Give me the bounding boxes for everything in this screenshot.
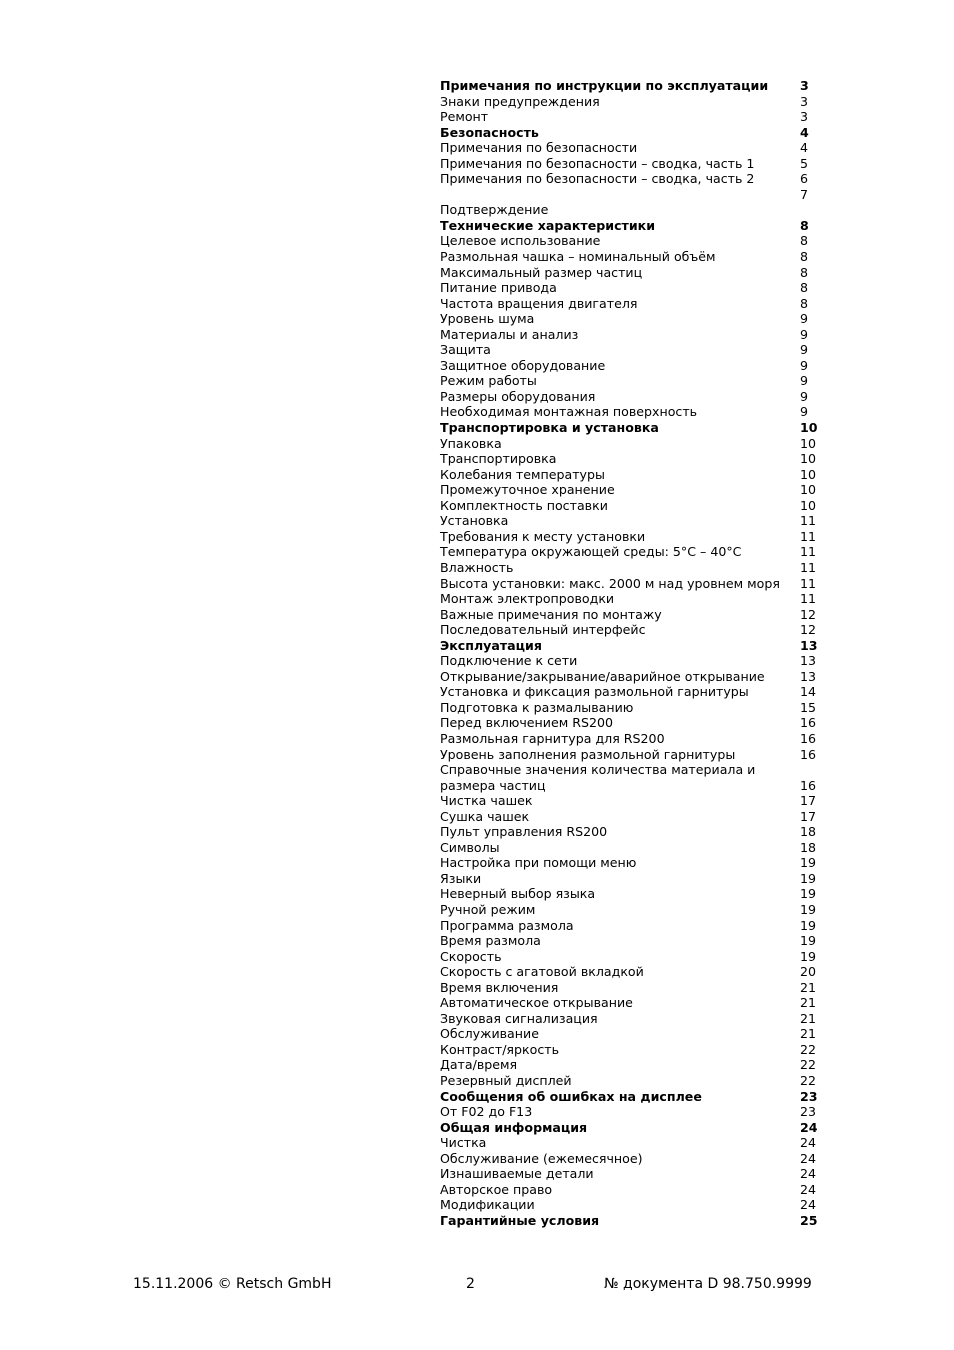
toc-entry-title: Уровень шума: [440, 311, 535, 327]
toc-entry: [440, 296, 820, 312]
toc-entry: [440, 404, 820, 420]
toc-entry-title: Защита: [440, 342, 491, 358]
toc-entry-title: Чистка чашек: [440, 793, 533, 809]
toc-entry-title: Высота установки: макс. 2000 м над уровнем моря: [440, 575, 780, 591]
toc-entry-title: Технические характеристики: [440, 217, 656, 233]
toc-entry: [440, 684, 820, 700]
toc-entry: [440, 669, 820, 685]
toc-entry-page: 10: [800, 466, 817, 482]
toc-entry: [440, 871, 820, 887]
toc-entry: [440, 451, 820, 467]
toc-entry-page: 9: [800, 357, 809, 373]
toc-entry-title: Примечания по безопасности: [440, 140, 638, 156]
toc-entry-title: Резервный дисплей: [440, 1073, 572, 1088]
toc-entry-page: 7: [800, 186, 809, 202]
toc-entry-page: 13: [800, 668, 817, 684]
toc-entry-title: Сушка чашек: [440, 808, 530, 824]
toc-entry-title: Знаки предупреждения: [440, 93, 600, 109]
toc-entry-title: Уровень заполнения размольной гарнитуры: [440, 746, 736, 762]
toc-entry-page: 19: [800, 855, 817, 871]
toc-entry-page: 19: [800, 917, 817, 933]
toc-entry-title: Максимальный размер частиц: [440, 264, 643, 280]
toc-entry-page: 11: [800, 575, 817, 591]
toc-entry-title: Защитное оборудование: [440, 357, 606, 373]
toc-entry-title: Необходимая монтажная поверхность: [440, 404, 698, 420]
toc-entry-title: Размольная чашка – номинальный объём: [440, 249, 716, 265]
toc-entry: [440, 700, 820, 716]
toc-entry: [440, 1135, 820, 1151]
toc-entry-title: Общая информация: [440, 1119, 588, 1135]
toc-entry: [440, 311, 820, 327]
toc-entry-title: Транспортировка и установка: [440, 420, 659, 436]
toc-entry-title: Чистка: [440, 1135, 487, 1151]
toc-entry: [440, 358, 820, 374]
toc-entry-title: Примечания по инструкции по эксплуатации: [440, 78, 769, 93]
toc-entry-title: Обслуживание (ежемесячное): [440, 1150, 643, 1166]
toc-entry-title: Время включения: [440, 979, 559, 995]
toc-entry-title: Транспортировка: [440, 451, 557, 467]
toc-entry-page: 20: [800, 964, 817, 980]
toc-entry-page: 13: [800, 653, 817, 669]
toc-entry-page: 8: [800, 233, 809, 249]
toc-entry-page: 4: [800, 124, 809, 140]
toc-entry-title: Неверный выбор языка: [440, 886, 596, 902]
toc-entry-page: 11: [800, 591, 817, 607]
toc-entry-page: 24: [800, 1135, 817, 1151]
toc-entry-page: 16: [800, 715, 817, 731]
toc-entry-page: 19: [800, 870, 817, 886]
toc-entry: [440, 949, 820, 965]
toc-entry-title: Целевое использование: [440, 233, 601, 249]
toc-entry-page: 8: [800, 295, 809, 311]
toc-entry: [440, 436, 820, 452]
toc-entry-title: Время размола: [440, 933, 541, 949]
table-of-contents: [440, 78, 820, 1228]
toc-entry: [440, 933, 820, 949]
toc-entry-page: 11: [800, 559, 817, 575]
toc-entry: [440, 1182, 820, 1198]
toc-section-heading: [440, 1213, 820, 1229]
toc-entry-page: 22: [800, 1057, 817, 1073]
toc-entry-title: Размольная гарнитура для RS200: [440, 730, 665, 746]
toc-entry: [440, 1011, 820, 1027]
toc-entry: [440, 544, 820, 560]
toc-entry-title: Обслуживание: [440, 1026, 539, 1042]
toc-entry-page: 8: [800, 249, 809, 265]
toc-entry-title: Температура окружающей среды: 5°C – 40°C: [440, 544, 742, 560]
toc-entry-page: 25: [800, 1212, 818, 1228]
toc-entry: [440, 94, 820, 110]
toc-entry: [440, 265, 820, 281]
toc-entry-title: Колебания температуры: [440, 466, 605, 482]
toc-entry-page: 21: [800, 1010, 817, 1026]
toc-entry-page: 11: [800, 528, 817, 544]
toc-entry: [440, 233, 820, 249]
toc-entry: [440, 529, 820, 545]
toc-entry-page: 12: [800, 622, 817, 638]
toc-entry-title: Упаковка: [440, 435, 502, 451]
toc-entry-title: Перед включением RS200: [440, 715, 613, 731]
toc-entry-title: Настройка при помощи меню: [440, 855, 637, 871]
toc-entry: [440, 1104, 820, 1120]
toc-entry: [440, 747, 820, 763]
toc-entry: [440, 327, 820, 343]
toc-entry-page: 10: [800, 451, 817, 467]
toc-entry: [440, 980, 820, 996]
toc-entry-title: Частота вращения двигателя: [440, 295, 638, 311]
toc-entry-page: 9: [800, 373, 809, 389]
toc-entry-title: Звуковая сигнализация: [440, 1010, 598, 1026]
toc-entry-page: 23: [800, 1088, 818, 1104]
toc-entry: [440, 1026, 820, 1042]
toc-entry: [440, 793, 820, 809]
toc-entry: [440, 886, 820, 902]
toc-entry-title: Монтаж электропроводки: [440, 591, 615, 607]
toc-entry: [440, 824, 820, 840]
toc-entry-title: Модификации: [440, 1197, 535, 1213]
toc-entry-page: 15: [800, 699, 817, 715]
toc-entry-page: 11: [800, 544, 817, 560]
toc-entry: [440, 964, 820, 980]
toc-entry: [440, 995, 820, 1011]
toc-entry-page: 23: [800, 1104, 817, 1120]
toc-entry: [440, 809, 820, 825]
toc-entry-title: Контраст/яркость: [440, 1041, 559, 1057]
toc-entry: [440, 622, 820, 638]
toc-entry-page: 3: [800, 93, 809, 109]
toc-entry-title: Комплектность поставки: [440, 497, 608, 513]
toc-section-heading: [440, 638, 820, 654]
toc-entry-title: Ремонт: [440, 109, 489, 125]
toc-entry-page: 11: [800, 513, 817, 529]
toc-entry: [440, 607, 820, 623]
toc-entry-page: 24: [800, 1197, 817, 1213]
toc-entry: [440, 902, 820, 918]
toc-entry: [440, 482, 820, 498]
footer-date-copyright: 15.11.2006 © Retsch GmbH: [133, 1276, 332, 1292]
toc-entry-page: 9: [800, 404, 809, 420]
toc-entry: [440, 156, 820, 172]
toc-entry: [440, 576, 820, 592]
toc-entry: [440, 1197, 820, 1213]
toc-entry-page: 19: [800, 933, 817, 949]
toc-entry-page: 18: [800, 839, 817, 855]
toc-entry-title: Установка: [440, 513, 509, 529]
toc-entry-title: размера частиц: [440, 777, 546, 793]
toc-entry: [440, 280, 820, 296]
toc-entry-page: 9: [800, 342, 809, 358]
toc-section-heading: [440, 78, 820, 94]
toc-entry: [440, 171, 820, 187]
toc-entry: [440, 918, 820, 934]
toc-entry-title: Материалы и анализ: [440, 326, 579, 342]
toc-entry-page: 4: [800, 140, 809, 156]
toc-section-heading: [440, 218, 820, 234]
toc-entry-page: 16: [800, 777, 817, 793]
toc-entry: [440, 342, 820, 358]
toc-entry-title: Последовательный интерфейс: [440, 622, 646, 638]
toc-entry-title: Гарантийные условия: [440, 1212, 600, 1228]
toc-entry-title: Скорость: [440, 948, 502, 964]
toc-entry-page: 9: [800, 311, 809, 327]
toc-entry-page: 21: [800, 1026, 817, 1042]
toc-entry-page: 18: [800, 824, 817, 840]
toc-entry-page: 3: [800, 109, 809, 125]
toc-entry-title: Влажность: [440, 559, 514, 575]
toc-entry-title: Питание привода: [440, 280, 557, 296]
toc-entry: [440, 109, 820, 125]
toc-entry-title: Подтверждение: [440, 202, 549, 218]
toc-entry-title: Примечания по безопасности – сводка, часть 2: [440, 171, 755, 187]
toc-entry: [440, 1073, 820, 1089]
toc-entry-page: 13: [800, 637, 818, 653]
toc-entry-page: 17: [800, 793, 817, 809]
toc-entry-title: От F02 до F13: [440, 1104, 533, 1120]
toc-entry-title: Эксплуатация: [440, 637, 542, 653]
toc-entry-title: Пульт управления RS200: [440, 824, 608, 840]
toc-entry-page: 16: [800, 730, 817, 746]
toc-entry-title: Программа размола: [440, 917, 574, 933]
toc-entry-title: Дата/время: [440, 1057, 518, 1073]
toc-entry-page: 22: [800, 1041, 817, 1057]
toc-entry: [440, 140, 820, 156]
toc-entry-title: Подключение к сети: [440, 653, 578, 669]
toc-section-heading: [440, 420, 820, 436]
toc-entry-title: Авторское право: [440, 1181, 553, 1197]
toc-entry: [440, 513, 820, 529]
toc-entry: [440, 855, 820, 871]
toc-entry-page: 5: [800, 155, 809, 171]
toc-section-heading: [440, 125, 820, 141]
toc-entry-page: 21: [800, 979, 817, 995]
toc-entry: [440, 840, 820, 856]
toc-entry: [440, 1042, 820, 1058]
toc-entry-page: 6: [800, 171, 809, 187]
toc-entry-page: 9: [800, 326, 809, 342]
toc-entry: [440, 373, 820, 389]
toc-entry-title: Промежуточное хранение: [440, 482, 615, 498]
toc-entry-page: 9: [800, 388, 809, 404]
toc-section-heading: [440, 1120, 820, 1136]
toc-entry-title: Символы: [440, 839, 500, 855]
toc-entry-page: 19: [800, 886, 817, 902]
toc-entry-title: Автоматическое открывание: [440, 995, 633, 1011]
toc-entry-page: 24: [800, 1166, 817, 1182]
toc-entry-title: Безопасность: [440, 124, 539, 140]
toc-entry-title: Ручной режим: [440, 901, 536, 917]
toc-entry-title: Установка и фиксация размольной гарнитуры: [440, 684, 749, 700]
toc-entry-page: 10: [800, 435, 817, 451]
toc-entry-page: 10: [800, 497, 817, 513]
toc-entry: [440, 731, 820, 747]
toc-entry-page: 8: [800, 217, 809, 233]
toc-entry: [440, 467, 820, 483]
toc-entry-page: 24: [800, 1119, 818, 1135]
toc-entry-title: Важные примечания по монтажу: [440, 606, 662, 622]
toc-entry: [440, 1057, 820, 1073]
toc-entry-page: 21: [800, 995, 817, 1011]
toc-entry: [440, 560, 820, 576]
toc-section-heading: [440, 1089, 820, 1105]
toc-entry: [440, 778, 820, 794]
footer-document-number: № документа D 98.750.9999: [604, 1276, 812, 1292]
toc-entry-page: 8: [800, 280, 809, 296]
toc-entry-title: Языки: [440, 870, 482, 886]
toc-entry-title: Скорость с агатовой вкладкой: [440, 964, 644, 980]
toc-entry: [440, 498, 820, 514]
toc-entry-title: Режим работы: [440, 373, 537, 389]
toc-entry-page: 14: [800, 684, 817, 700]
toc-entry-page: 19: [800, 948, 817, 964]
toc-entry-page: 10: [800, 420, 818, 436]
toc-entry: [440, 389, 820, 405]
toc-entry-title: Справочные значения количества материала и: [440, 762, 756, 778]
toc-entry: [440, 715, 820, 731]
toc-entry: [440, 1151, 820, 1167]
toc-entry-page: 10: [800, 482, 817, 498]
toc-entry-page: 12: [800, 606, 817, 622]
toc-entry-title: Примечания по безопасности – сводка, часть 1: [440, 155, 755, 171]
footer-page-number: 2: [466, 1276, 475, 1292]
toc-entry: [440, 249, 820, 265]
toc-entry-title: Подготовка к размалыванию: [440, 699, 634, 715]
toc-entry-page: 8: [800, 264, 809, 280]
toc-entry: [440, 591, 820, 607]
toc-entry: [440, 762, 820, 778]
toc-entry-title: Открывание/закрывание/аварийное открывание: [440, 668, 765, 684]
toc-entry-title: Размеры оборудования: [440, 388, 596, 404]
toc-entry-page: 17: [800, 808, 817, 824]
toc-entry-page: 19: [800, 901, 817, 917]
toc-entry-title: Требования к месту установки: [440, 528, 646, 544]
toc-entry-page: 16: [800, 746, 817, 762]
toc-entry: [440, 1166, 820, 1182]
toc-entry-page: 22: [800, 1073, 817, 1088]
toc-entry-page: 24: [800, 1181, 817, 1197]
toc-entry: [440, 653, 820, 669]
toc-entry-page: 3: [800, 78, 809, 93]
toc-entry-title: Изнашиваемые детали: [440, 1166, 594, 1182]
toc-entry: [440, 187, 820, 218]
toc-entry-title: Сообщения об ошибках на дисплее: [440, 1088, 702, 1104]
toc-entry-page: 24: [800, 1150, 817, 1166]
